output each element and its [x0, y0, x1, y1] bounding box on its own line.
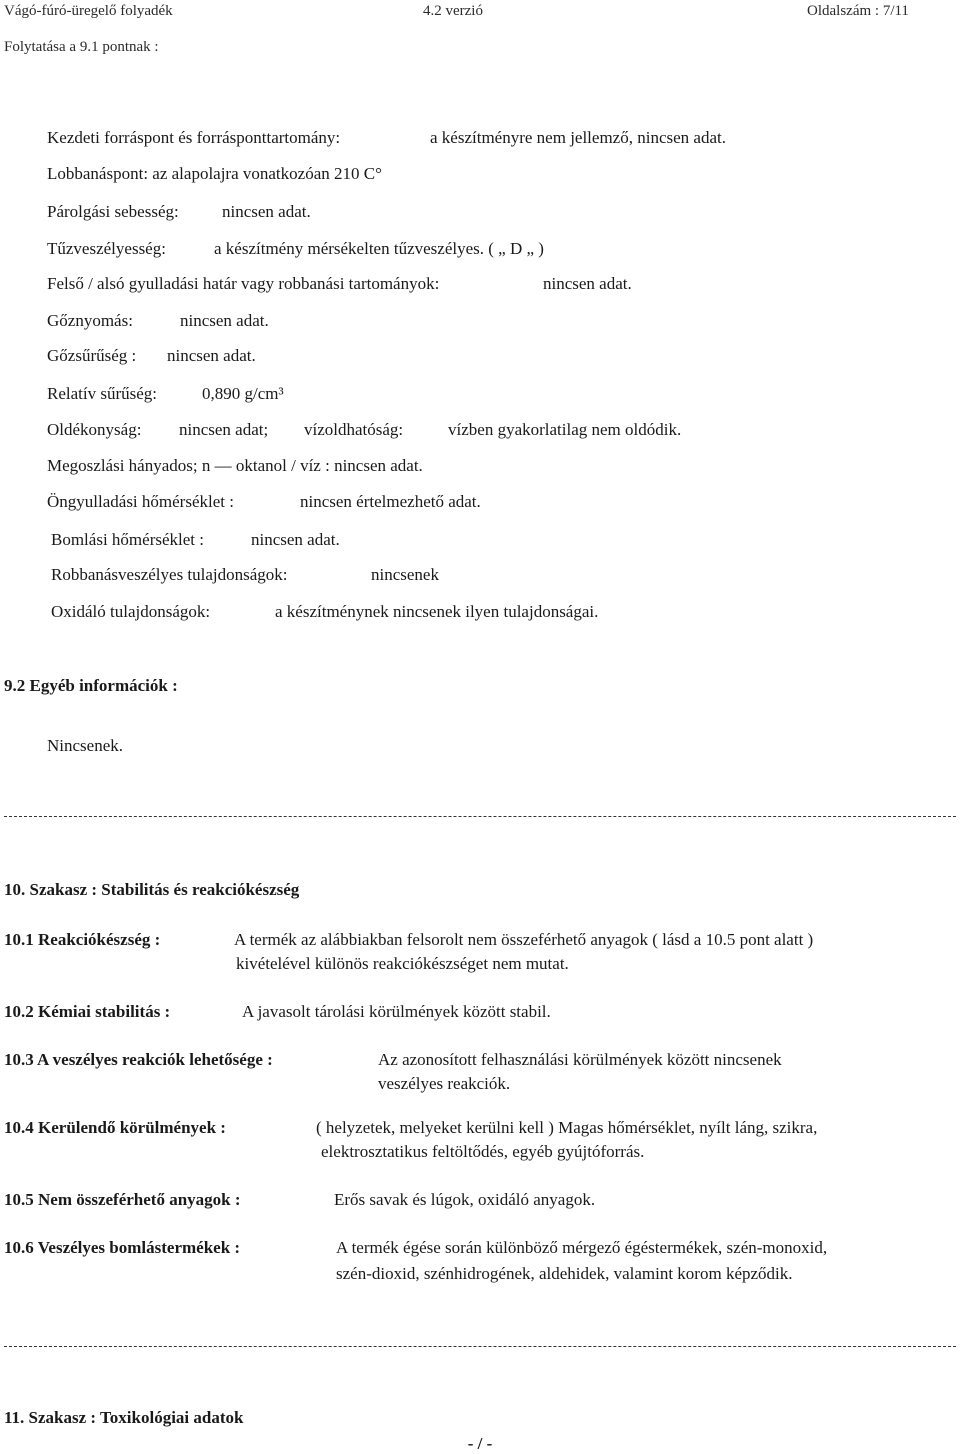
decomposition-products-text-cont: szén-dioxid, szénhidrogének, aldehidek, valamint korom képződik.: [336, 1264, 793, 1283]
decomposition-value: nincsen adat.: [251, 530, 340, 549]
hazardous-reactions-label: 10.3 A veszélyes reakciók lehetősége :: [4, 1050, 273, 1069]
vapor-pressure-value: nincsen adat.: [180, 311, 269, 330]
section-10-heading: 10. Szakasz : Stabilitás és reakciókészség: [4, 880, 300, 899]
section-9-2-text: Nincsenek.: [47, 736, 124, 755]
water-solubility-label: vízoldhatóság:: [304, 420, 404, 439]
section-divider: [4, 816, 956, 817]
boiling-point-value: a készítményre nem jellemző, nincsen adat.: [430, 128, 726, 147]
explosion-limits-label: Felső / alsó gyulladási határ vagy robbanási tartományok:: [47, 274, 440, 293]
reactivity-label: 10.1 Reakciókészség :: [4, 930, 161, 949]
decomposition-label: Bomlási hőmérséklet :: [51, 530, 204, 549]
relative-density-label: Relatív sűrűség:: [47, 384, 158, 403]
vapor-density-label: Gőzsűrűség :: [47, 346, 137, 365]
solubility-value: nincsen adat;: [179, 420, 269, 439]
explosion-limits-value: nincsen adat.: [543, 274, 632, 293]
boiling-point-label: Kezdeti forráspont és forrásponttartomány:: [47, 128, 341, 147]
hazardous-reactions-text: Az azonosított felhasználási körülmények között nincsenek: [378, 1050, 782, 1069]
reactivity-text: A termék az alábbiakban felsorolt nem összeférhető anyagok ( lásd a 10.5 pont alatt ): [234, 930, 814, 949]
section-divider: [4, 1346, 956, 1347]
autoignition-label: Öngyulladási hőmérséklet :: [47, 492, 234, 511]
oxidizing-properties-label: Oxidáló tulajdonságok:: [51, 602, 211, 621]
page-footer-mark: - / -: [467, 1434, 493, 1453]
decomposition-products-text: A termék égése során különböző mérgező égéstermékek, szén-monoxid,: [336, 1238, 828, 1257]
page-number: Oldalszám : 7/11: [807, 3, 909, 19]
partition-coefficient: Megoszlási hányados; n — oktanol / víz : nincsen adat.: [47, 456, 423, 475]
continuation-note: Folytatása a 9.1 pontnak :: [4, 39, 159, 55]
document-version: 4.2 verzió: [423, 3, 483, 19]
water-solubility-value: vízben gyakorlatilag nem oldódik.: [448, 420, 682, 439]
explosive-properties-label: Robbanásveszélyes tulajdonságok:: [51, 565, 288, 584]
evaporation-value: nincsen adat.: [222, 202, 311, 221]
explosive-properties-value: nincsenek: [371, 565, 439, 584]
document-title: Vágó-fúró-üregelő folyadék: [4, 3, 173, 19]
chemical-stability-label: 10.2 Kémiai stabilitás :: [4, 1002, 171, 1021]
section-11-heading: 11. Szakasz : Toxikológiai adatok: [4, 1408, 244, 1427]
flash-point: Lobbanáspont: az alapolajra vonatkozóan 210 C°: [47, 164, 382, 183]
flammability-value: a készítmény mérsékelten tűzveszélyes. ( „ D „ ): [214, 239, 544, 258]
autoignition-value: nincsen értelmezhető adat.: [300, 492, 481, 511]
flammability-label: Tűzveszélyesség:: [47, 239, 166, 258]
conditions-to-avoid-text-cont: elektrosztatikus feltöltődés, egyéb gyújtóforrás.: [321, 1142, 645, 1161]
incompatible-materials-label: 10.5 Nem összeférhető anyagok :: [4, 1190, 241, 1209]
vapor-density-value: nincsen adat.: [167, 346, 256, 365]
evaporation-label: Párolgási sebesség:: [47, 202, 179, 221]
solubility-label: Oldékonyság:: [47, 420, 142, 439]
conditions-to-avoid-text: ( helyzetek, melyeket kerülni kell ) Magas hőmérséklet, nyílt láng, szikra,: [316, 1118, 818, 1137]
section-9-2-heading: 9.2 Egyéb információk :: [4, 676, 178, 695]
reactivity-text-cont: kivételével különös reakciókészséget nem mutat.: [236, 954, 569, 973]
relative-density-value: 0,890 g/cm³: [202, 384, 284, 403]
vapor-pressure-label: Gőznyomás:: [47, 311, 133, 330]
chemical-stability-text: A javasolt tárolási körülmények között stabil.: [242, 1002, 551, 1021]
decomposition-products-label: 10.6 Veszélyes bomlástermékek :: [4, 1238, 241, 1257]
hazardous-reactions-text-cont: veszélyes reakciók.: [378, 1074, 511, 1093]
conditions-to-avoid-label: 10.4 Kerülendő körülmények :: [4, 1118, 226, 1137]
incompatible-materials-text: Erős savak és lúgok, oxidáló anyagok.: [334, 1190, 596, 1209]
oxidizing-properties-value: a készítménynek nincsenek ilyen tulajdonságai.: [275, 602, 599, 621]
